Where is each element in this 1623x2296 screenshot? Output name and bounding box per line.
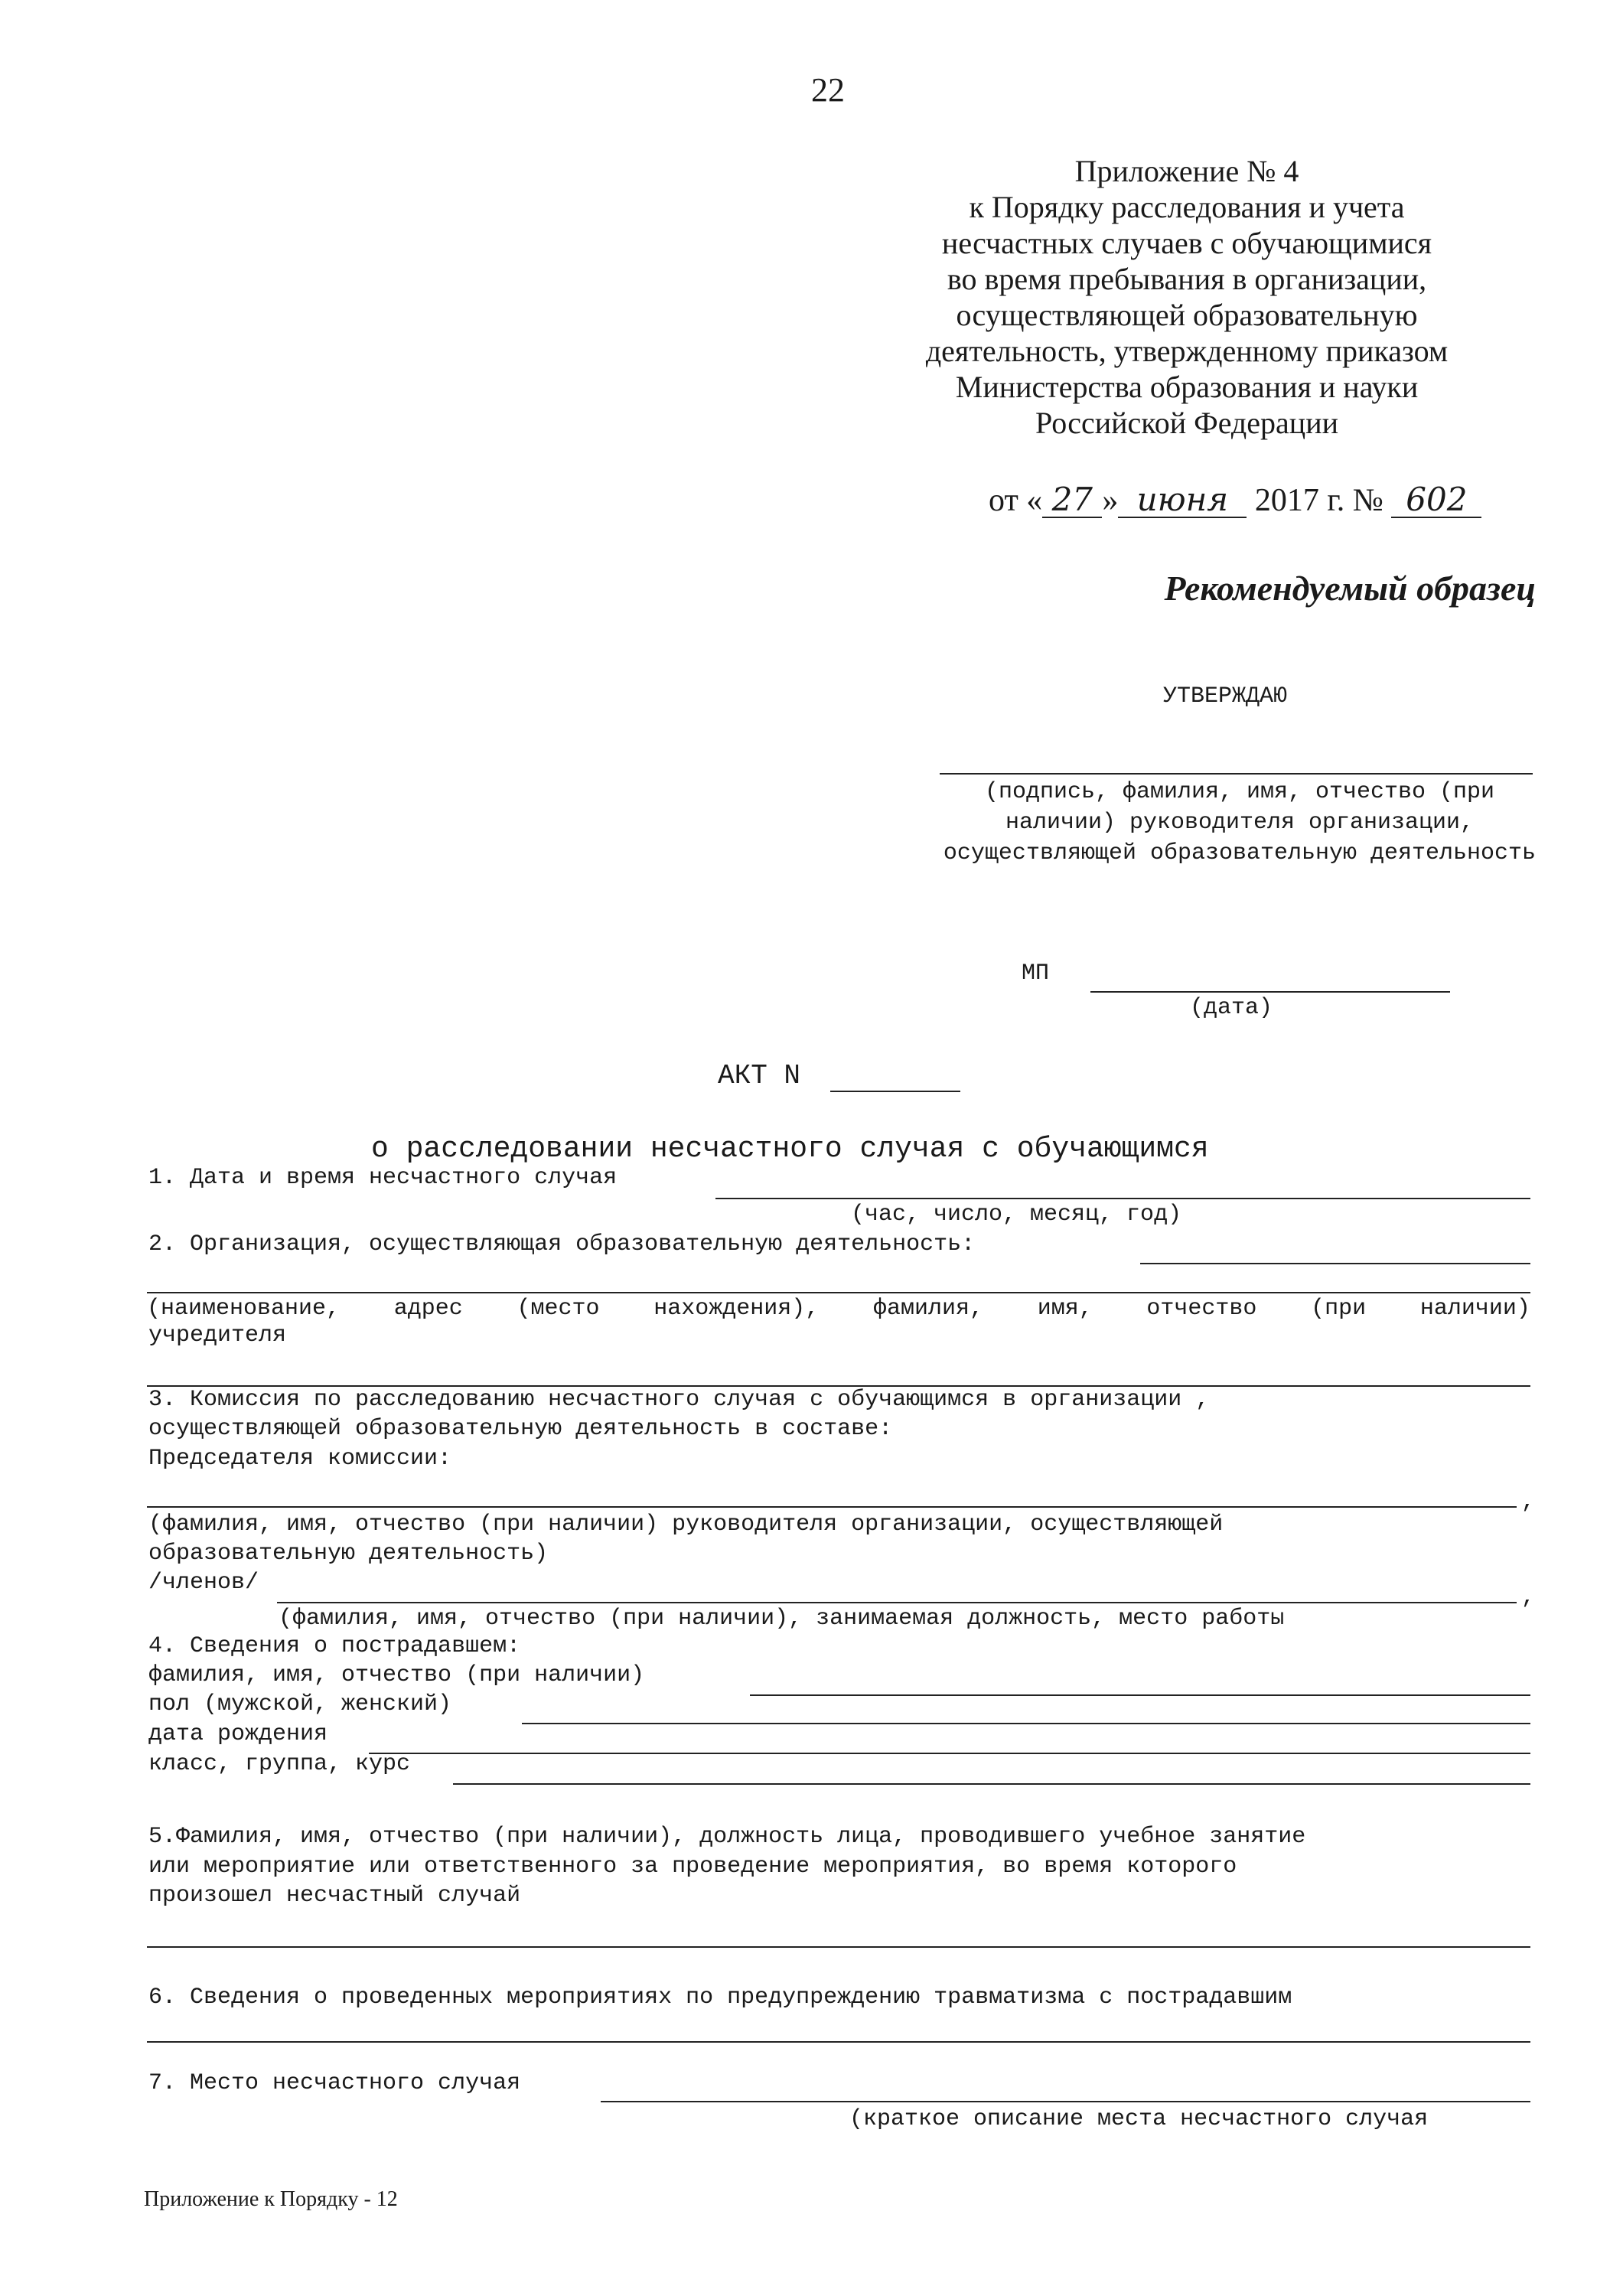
- comma: ,: [1521, 1489, 1536, 1515]
- order-quote-close: »: [1102, 483, 1119, 518]
- appendix-line: Приложение № 4: [1074, 154, 1299, 188]
- approval-date-caption: (дата): [1190, 995, 1273, 1021]
- section-7-label: 7. Место несчастного случая: [148, 2070, 521, 2096]
- section-3-label: 3. Комиссия по расследованию несчастного случая с обучающимся в организации ,: [148, 1387, 1210, 1413]
- organization-field[interactable]: [1140, 1263, 1530, 1264]
- section-2-caption-end: учредителя: [148, 1322, 287, 1349]
- commission-chair-caption-cont: образовательную деятельность): [148, 1541, 549, 1567]
- victim-class-field[interactable]: [453, 1783, 1530, 1785]
- order-month-handwritten: июня: [1118, 483, 1247, 518]
- caption-word: наличии): [1419, 1296, 1530, 1322]
- incident-datetime-field[interactable]: [715, 1198, 1530, 1199]
- victim-sex-field[interactable]: [522, 1723, 1530, 1724]
- signature-line[interactable]: [940, 773, 1533, 775]
- section-2-label: 2. Организация, осуществляющая образовательную деятельность:: [148, 1231, 976, 1257]
- section-1-caption: (час, число, месяц, год): [851, 1202, 1182, 1228]
- commission-chair-caption: (фамилия, имя, отчество (при наличии) руководителя организации, осуществляющей: [148, 1512, 1224, 1538]
- organization-field-line-2[interactable]: [147, 1292, 1530, 1293]
- page-number: 22: [811, 71, 845, 109]
- victim-name-field[interactable]: [750, 1694, 1530, 1696]
- victim-birth-label: дата рождения: [148, 1721, 328, 1747]
- commission-chair-field[interactable]: [147, 1506, 1517, 1508]
- caption-word: нахождения),: [653, 1296, 820, 1322]
- appendix-line: Министерства образования и науки: [955, 370, 1419, 404]
- caption-word: (наименование,: [147, 1296, 341, 1322]
- appendix-line: Российской Федерации: [1035, 406, 1339, 440]
- caption-word: адрес: [393, 1296, 463, 1322]
- appendix-header: [842, 153, 1531, 441]
- section-5-label-cont: или мероприятие или ответственного за проведение мероприятия, во время которого: [148, 1854, 1237, 1880]
- commission-members-field[interactable]: [277, 1602, 1517, 1603]
- section-5-label-end: произошел несчастный случай: [148, 1883, 521, 1909]
- appendix-line: к Порядку расследования и учета: [969, 190, 1405, 224]
- section-4-label: 4. Сведения о пострадавшем:: [148, 1633, 521, 1659]
- appendix-line: во время пребывания в организации,: [947, 262, 1427, 296]
- page-footer: Приложение к Порядку - 12: [144, 2187, 398, 2211]
- commission-chair-label: Председателя комиссии:: [148, 1446, 452, 1472]
- victim-birth-field[interactable]: [369, 1753, 1530, 1754]
- caption-word: (при: [1311, 1296, 1367, 1322]
- approval-title: УТВЕРЖДАЮ: [1163, 683, 1288, 709]
- order-day-handwritten: 27: [1042, 483, 1102, 518]
- victim-name-label: фамилия, имя, отчество (при наличии): [148, 1662, 645, 1688]
- act-subtitle: о расследовании несчастного случая с обучающимся: [371, 1133, 1209, 1166]
- order-reference: [989, 482, 1481, 519]
- victim-sex-label: пол (мужской, женский): [148, 1691, 452, 1717]
- responsible-person-field[interactable]: [147, 1946, 1530, 1948]
- act-number-line[interactable]: [830, 1091, 960, 1092]
- commission-members-caption: (фамилия, имя, отчество (при наличии), занимаемая должность, место работы: [279, 1606, 1285, 1632]
- order-year: 2017 г. №: [1254, 483, 1383, 518]
- act-title: АКТ N: [718, 1060, 801, 1091]
- commission-members-label: /членов/: [148, 1570, 259, 1596]
- incident-place-field[interactable]: [601, 2101, 1530, 2102]
- section-5-label: 5.Фамилия, имя, отчество (при наличии), должность лица, проводившего учебное занятие: [148, 1824, 1306, 1850]
- appendix-line: осуществляющей образовательную: [956, 298, 1418, 332]
- caption-word: отчество: [1146, 1296, 1257, 1322]
- victim-class-label: класс, группа, курс: [148, 1751, 411, 1777]
- appendix-line: несчастных случаев с обучающимися: [941, 226, 1432, 260]
- section-1-label: 1. Дата и время несчастного случая: [148, 1165, 618, 1191]
- caption-word: (место: [517, 1296, 600, 1322]
- recommended-sample-label: Рекомендуемый образец: [1164, 569, 1536, 608]
- approver-caption: (подпись, фамилия, имя, отчество (при наличии) руководителя организации, осуществляющей образовательную деятельность: [943, 779, 1537, 866]
- section-6-label: 6. Сведения о проведенных мероприятиях по предупреждению травматизма с пострадавшим: [148, 1985, 1292, 2011]
- prevention-measures-field[interactable]: [147, 2041, 1530, 2043]
- section-2-caption: [147, 1296, 1530, 1322]
- section-3-label-cont: осуществляющей образовательную деятельность в составе:: [148, 1416, 893, 1442]
- caption-word: имя,: [1037, 1296, 1093, 1322]
- order-prefix: от «: [989, 483, 1043, 518]
- stamp-label: МП: [1022, 960, 1050, 987]
- order-number-handwritten: 602: [1391, 483, 1481, 518]
- approval-date-line[interactable]: [1090, 991, 1450, 993]
- comma: ,: [1521, 1584, 1536, 1610]
- appendix-line: деятельность, утвержденному приказом: [925, 334, 1449, 368]
- caption-word: фамилия,: [872, 1296, 983, 1322]
- section-7-caption: (краткое описание места несчастного случая: [849, 2106, 1429, 2132]
